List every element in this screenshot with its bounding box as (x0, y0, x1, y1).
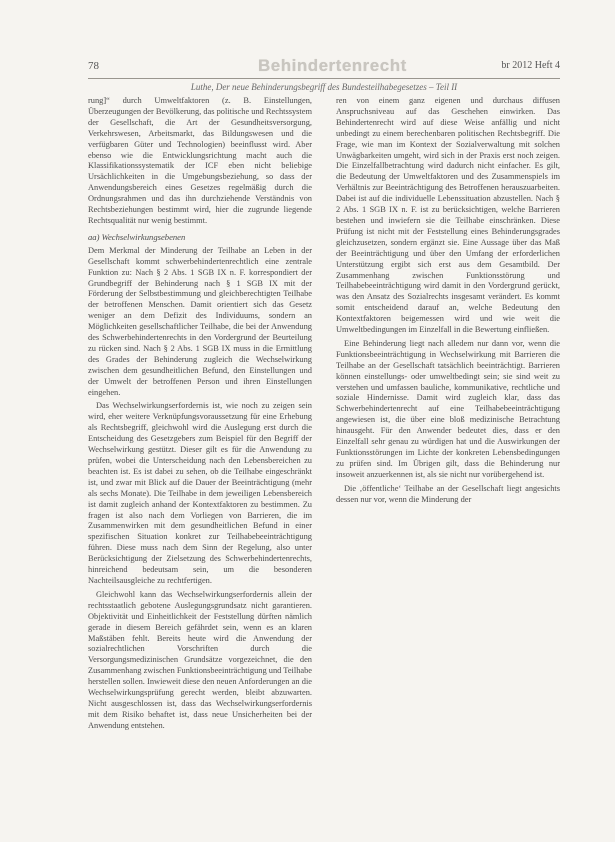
section-heading: aa) Wechselwirkungsebenen (88, 231, 186, 242)
right-column (336, 96, 560, 509)
paragraph: Gleichwohl kann das Wechselwirkungserfordernis allein der rechtsstaatlich gebotene Auslegungsgrundsatz nicht garantieren. Objektivität und Einheitlichkeit der Feststellung dürften nämlich gerade in diesem Bereich gefährdet sein, wenn es an klaren Maßstäben fehlt. Bereits heute wird die Anwendung der sozialrechtlichen Vorschriften durch die Versorgungsmedizinischen Grundsätze vorgezeichnet, die den Zusammenhang zwischen Funktionsbeeinträchtigung und Teilhabe herstellen sollen. Inwieweit diese den neuen Anforderungen an die Wechselwirkungsprüfung gerecht werden, bleibt abzuwarten. Nicht ausgeschlossen ist, dass das Wechselwirkungserfordernis mit dem Risiko behaftet ist, dass neue Unsicherheiten bei der Anwendung entstehen. (88, 589, 312, 730)
paragraph: Das Wechselwirkungserfordernis ist, wie noch zu zeigen sein wird, eher weitere Verknüpfungsvoraussetzung für eine Erhebung als Rechtsbegriff, gleichwohl wird die Auslegung erst durch die Entscheidung des Gesetzgebers zum Beispiel für den Begriff der Wechselwirkung gestützt. Dieser gilt es für die Anwendung zu prüfen, wobei die Unterscheidung nach den Lebensbereichen zu beachten ist. Es ist dabei zu sehen, ob die Teilhabe eingeschränkt ist, und zwar mit Blick auf die Dauer der Beeinträchtigung (mehr als sechs Monate). Die Teilhabe in dem jeweiligen Lebensbereich ist damit zugleich anhand der Kontextfaktoren zu bestimmen. Zu fragen ist also nach dem Vorliegen von Barrieren, die im Zusammenwirken mit dem gesundheitlichen Befund in einer spezifischen Situation konkret zur Teilhabebeeinträchtigung führen. Diese muss nach dem Sinn der Regelung, also unter Berücksichtigung der Zielsetzung des Schwerbehindertenrechts, hinreichend bedeutsam sein, um die besonderen Nachteilsausgleiche zu rechtfertigen. (88, 401, 312, 585)
running-title: Luthe, Der neue Behinderungsbegriff des Bundesteilhabegesetzes – Teil II (190, 82, 458, 92)
issue-label: br 2012 Heft 4 (501, 60, 560, 71)
paragraph: ren von einem ganz eigenen und durchaus diffusen Anspruchsniveau auf das Geschehen einwirken. Das Behindertenrecht wird auf diese Weise anfällig und nicht unbedingt zu einem berechenbaren politischen Rechtsbegriff. Die Frage, wie man im Kontext der Sozialverwaltung mit solchen Unwägbarkeiten umgeht, wird sich in der Praxis erst noch zeigen. Die Einzelfallbetrachtung wird dadurch nicht einfacher. Es gilt, die Bedeutung der Umweltfaktoren und des Zusammenspiels im Verhältnis zur Beeinträchtigung des Betroffenen herauszuarbeiten. Dabei ist auf die individuelle Lebenssituation abzustellen. Nach § 2 Abs. 1 SGB IX n. F. ist zu berücksichtigen, welche Barrieren bestehen und inwiefern sie die Teilhabe einschränken. Diese Prüfung ist nicht mit der Feststellung eines Behinderungsgrades gleichzusetzen, sondern ergänzt sie. Eine Aussage über das Maß der Beeinträchtigung und über den Umfang der erforderlichen Unterstützung ergibt sich erst aus dem Gesamtbild. Der Zusammenhang zwischen Funktionsstörung und Teilhabebeeinträchtigung wird damit in den Vordergrund gerückt, was den Ansatz des Sozialrechts insgesamt verändert. Es kommt somit entscheidend darauf an, welche Bedeutung den Kontextfaktoren beigemessen wird und wie weit die Umweltbedingungen im Einzelfall in die Bewertung einfließen. (336, 96, 560, 335)
page-number: 78 (88, 60, 99, 72)
journal-title: Behindertenrecht (258, 56, 407, 75)
paragraph: Dem Merkmal der Minderung der Teilhabe an Leben in der Gesellschaft kommt schwerbehindertenrechtlich eine zentrale Funktion zu: Nach § 2 Abs. 1 SGB IX n. F. korrespondiert der Grundbegriff der Behinderung nach § 1 SGB IX mit der Förderung der Selbstbestimmung und gleichberechtigten Teilhabe der betroffenen Menschen. Damit orientiert sich das Gesetz weniger an dem Defizit des Individuums, sondern an Möglichkeiten gesellschaftlicher Teilhabe, die bei der Anwendung des Schwerbehindertenrechts in den Vordergrund der Beurteilung zu rücken sind. Nach § 2 Abs. 1 SGB IX muss in die Ermittlung des Grades der Behinderung zugleich die Wechselwirkung zwischen dem gesundheitlichen Befund, den Einstellungen und der Umwelt der betroffenen Person und ihren Einstellungen eingehen. (88, 245, 312, 397)
paragraph: Eine Behinderung liegt nach alledem nur dann vor, wenn die Funktionsbeeinträchtigung in Wechselwirkung mit Barrieren die Teilhabe an der Gesellschaft tatsächlich beeinträchtigt. Barrieren können einstellungs- oder umweltbedingt sein; sie sind weit zu verstehen und umfassen bauliche, kommunikative, rechtliche und soziale Hindernisse. Damit wird zugleich klar, dass das Schwerbehindertenrecht auf eine Teilhabebeeinträchtigung angewiesen ist, die über eine bloß medizinische Betrachtung hinausgeht. Für den Anwender bedeutet dies, dass er den Einzelfall sehr genau zu würdigen hat und die Auswirkungen der Funktionsstörungen im Lichte der konkreten Lebensbedingungen zu prüfen sind. Im Übrigen gilt, dass die Behinderung nur insoweit anzuerkennen ist, als sie nicht nur vorübergehend ist. (336, 338, 560, 479)
left-column (88, 96, 312, 735)
page-header (88, 58, 560, 78)
paragraph: Die ‚öffentliche‘ Teilhabe an der Gesellschaft liegt angesichts dessen nur vor, wenn die Minderung der (336, 483, 560, 504)
paragraph: rung]“ durch Umweltfaktoren (z. B. Einstellungen, Überzeugungen der Bevölkerung, das politische und Rechtssystem der Gesellschaft, die Art der Gesundheitsversorgung, Verkehrswesen, Arbeitsmarkt, das Bildungswesen und die verfügbaren Güter und Technologien) beeinflusst wird. Aber ebenso wie die Entwicklungsrichtung macht auch die Klassifikationssystematik der ICF eben nicht beliebige Ursächlichkeiten in die Umgebungsbeziehung, so dass der Anwendungsbereich eines Gesetzes regelmäßig durch die Ordnungsrahmen und das ihn durchziehende Verständnis von Rechtsbeziehungen bestimmt wird, hier die zugrunde liegende Rechtsqualität nur wenig bestimmt. (88, 96, 312, 225)
header-rule (88, 78, 560, 79)
